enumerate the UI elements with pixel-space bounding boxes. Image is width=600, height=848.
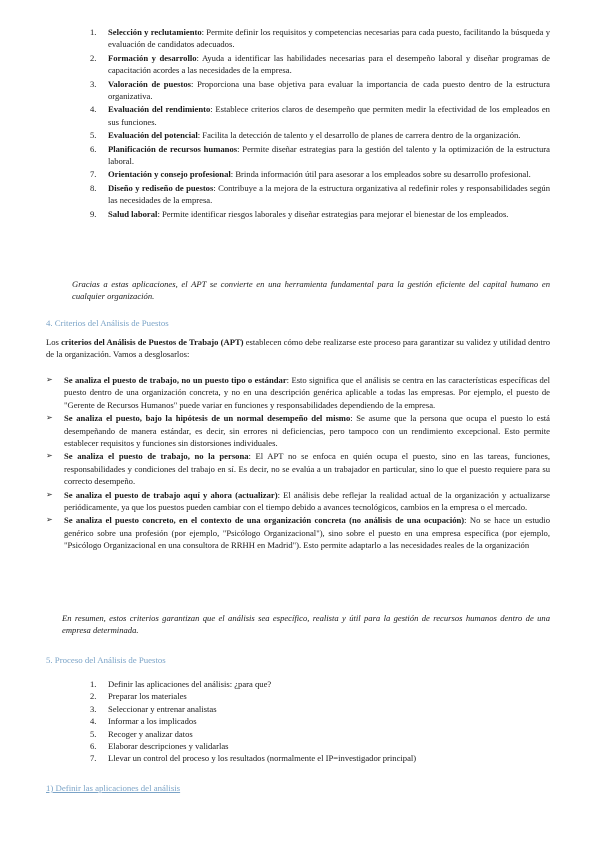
arrow-bullet-icon: ➢	[46, 515, 53, 525]
item-term: Salud laboral	[108, 208, 158, 219]
list-item: 2. Preparar los materiales	[90, 691, 187, 702]
item-desc: : Facilita la detección de talento y el desarrollo de planes de carrera dentro de la organización.	[197, 130, 521, 141]
item-term: Diseño y rediseño de puestos	[108, 182, 214, 193]
item-desc: : Proporciona una base objetiva para evaluar la importancia de cada puesto dentro de la estructura organizativa.	[108, 78, 550, 102]
item-desc: : Contribuye a la mejora de la estructura organizativa al redefinir roles y responsabilidades según las necesidades de la empresa.	[108, 182, 550, 206]
list-item: ➢ Se analiza el puesto de trabajo aquí y ahora (actualizar): El análisis debe reflejar la realidad actual de la organización y actualizarse periódicamente, ya que los puestos pueden cambiar con el tiempo debido a avances tecnológicos, cambios en la empresa o el mercado.	[46, 489, 550, 513]
item-desc: : Brinda información útil para asesorar a los empleados sobre su desarrollo profesional.	[230, 169, 531, 180]
arrow-bullet-icon: ➢	[46, 451, 53, 461]
item-term: Evaluación del potencial	[108, 130, 198, 141]
section-4-heading: 4. Criterios del Análisis de Puestos	[46, 318, 169, 328]
item-desc: : Permite definir los requisitos y competencias necesarias para cada puesto, facilitando la búsqueda y evaluación de candidatos adecuados.	[108, 27, 551, 50]
arrow-bullet-icon: ➢	[46, 489, 53, 499]
list-item: 3. Valoración de puestos: Proporciona una base objetiva para evaluar la importancia de cada puesto dentro de la estructura organizativa.	[90, 78, 550, 102]
applications-list	[84, 26, 550, 221]
list-item: 6. Elaborar descripciones y validarlas	[90, 741, 229, 752]
list-item: 3. Seleccionar y entrenar analistas	[90, 703, 217, 714]
process-steps-list	[84, 678, 550, 765]
list-item: 4. Informar a los implicados	[90, 716, 197, 727]
list-item: 8. Diseño y rediseño de puestos: Contribuye a la mejora de la estructura organizativa al redefinir roles y responsabilidades según las necesidades de la empresa.	[90, 182, 550, 206]
list-item: 5. Recoger y analizar datos	[90, 728, 193, 739]
list-item: 6. Planificación de recursos humanos: Permite diseñar estrategias para la gestión del talento y la optimización de la estructura laboral.	[90, 143, 550, 167]
list-item: 9. Salud laboral: Permite identificar riesgos laborales y diseñar estrategias para mejorar el bienestar de los empleados.	[90, 208, 509, 219]
list-item: 5. Evaluación del potencial: Facilita la detección de talento y el desarrollo de planes de carrera dentro de la organización.	[90, 130, 521, 141]
item-term: Evaluación del rendimiento	[108, 104, 211, 115]
list-item: 7. Llevar un control del proceso y los resultados (normalmente el IP=investigador principal)	[90, 753, 417, 764]
list-item: 1. Selección y reclutamiento: Permite definir los requisitos y competencias necesarias para cada puesto, facilitando la búsqueda y evaluación de candidatos adecuados.	[90, 27, 551, 50]
list-item: ➢ Se analiza el puesto de trabajo, no un puesto tipo o estándar: Esto significa que el análisis se centra en las características específicas del puesto dentro de una organización concreta, y no en una descripción genérica aplicable a todas las empresas. Por ejemplo, el puesto de "Gerente de Recursos Humanos" puede variar en funciones y responsabilidades dependiendo de la empresa.	[46, 375, 550, 410]
item-term: Orientación y consejo profesional	[108, 169, 231, 180]
arrow-bullet-icon: ➢	[46, 375, 53, 384]
applications-summary: Gracias a estas aplicaciones, el APT se convierte en una herramienta fundamental para la gestión eficiente del capital humano en cualquier organización.	[72, 279, 550, 302]
item-term: Selección y reclutamiento	[108, 27, 202, 37]
subsection-1-heading: 1) Definir las aplicaciones del análisis	[46, 783, 181, 793]
list-item: 2. Formación y desarrollo: Ayuda a identificar las habilidades necesarias para el desempeño laboral y diseñar programas de capacitación acordes a las necesidades de la empresa.	[90, 52, 550, 76]
item-term: Formación y desarrollo	[108, 52, 197, 63]
list-item: 1. Definir las aplicaciones del análisis: ¿para que?	[90, 679, 272, 689]
section-5-heading: 5. Proceso del Análisis de Puestos	[46, 655, 166, 665]
item-desc: : Establece criterios claros de desempeño que permiten medir la efectividad de los empleados en sus funciones.	[108, 104, 550, 127]
list-item: 7. Orientación y consejo profesional: Brinda información útil para asesorar a los empleados sobre su desarrollo profesional.	[90, 169, 531, 180]
list-item: 4. Evaluación del rendimiento: Establece criterios claros de desempeño que permiten medir la efectividad de los empleados en sus funciones.	[90, 104, 550, 127]
item-desc: : Permite identificar riesgos laborales y diseñar estrategias para mejorar el bienestar de los empleados.	[157, 208, 509, 219]
item-term: Valoración de puestos	[108, 78, 191, 89]
section-4-intro: Los criterios del Análisis de Puestos de Trabajo (APT) establecen cómo debe realizarse este proceso para garantizar su validez y utilidad dentro de la organización. Vamos a desglosarlos:	[46, 337, 550, 360]
item-desc: : Ayuda a identificar las habilidades necesarias para el desempeño laboral y diseñar programas de capacitación acordes a las necesidades de la empresa.	[108, 52, 550, 76]
item-desc: : Permite diseñar estrategias para la gestión del talento y la optimización de la estructura laboral.	[108, 143, 550, 167]
list-item: ➢ Se analiza el puesto de trabajo, no la persona: El APT no se enfoca en quién ocupa el puesto, sino en las tareas, funciones, responsabilidades y condiciones del trabajo en sí. Es decir, no se evalúa a un trabajador en particular, sino lo que el puesto requiere para su correcto desempeño.	[46, 451, 550, 487]
arrow-bullet-icon: ➢	[46, 413, 53, 423]
criteria-list	[46, 374, 550, 553]
list-item: ➢ Se analiza el puesto, bajo la hipótesis de un normal desempeño del mismo: Se asume que la persona que ocupa el puesto lo está desempeñando de manera estándar, es decir, sin errores ni deficiencias, pero tampoco con un rendimiento excepcional. Esto permite establecer requisitos y funciones sin distorsiones individuales.	[46, 413, 550, 449]
list-item: ➢ Se analiza el puesto concreto, en el contexto de una organización concreta (no análisis de una ocupación): No se hace un estudio genérico sobre una profesión (por ejemplo, "Psicólogo Organizacional"), sino sobre el puesto en una empresa específica (por ejemplo, "Psicólogo Organizacional en una consultora de RRHH en Madrid"). Esto permite adaptarlo a las necesidades reales de la organización	[46, 515, 550, 551]
criteria-summary: En resumen, estos criterios garantizan que el análisis sea específico, realista y útil para la gestión de recursos humanos dentro de una empresa determinada.	[62, 613, 550, 636]
item-term: Planificación de recursos humanos	[108, 143, 238, 154]
